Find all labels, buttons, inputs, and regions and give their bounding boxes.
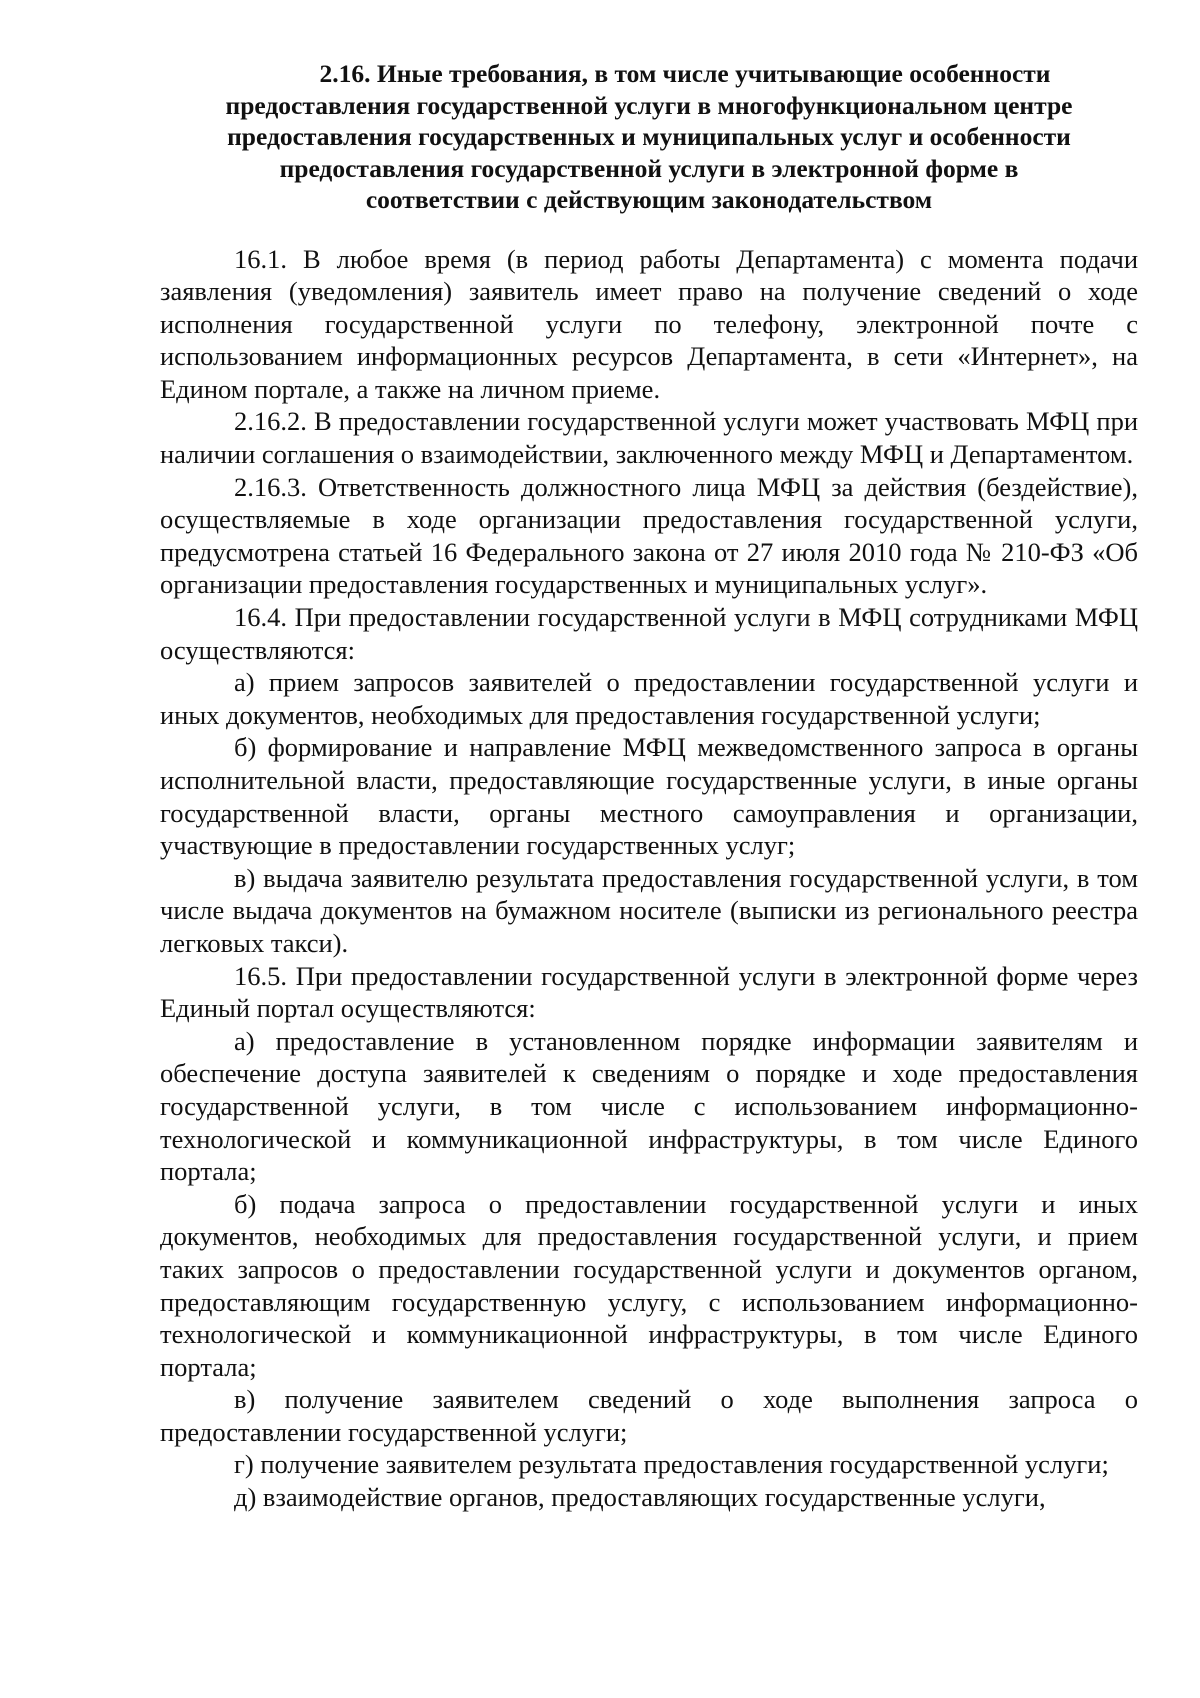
document-page: [160, 58, 1138, 1514]
paragraph-16-5-g: г) получение заявителем результата предоставления государственной услуги;: [234, 1449, 1109, 1480]
paragraph-16-4: 16.4. При предоставлении государственной услуги в МФЦ сотрудниками МФЦ осуществляются:: [160, 602, 1138, 665]
heading-line-2: предоставления государственной услуги в многофункциональном центре: [225, 90, 1073, 120]
heading-line-1: 2.16. Иные требования, в том числе учитывающие особенности: [319, 59, 1051, 88]
paragraph-16-5-v: в) получение заявителем сведений о ходе выполнения запроса о предоставлении государственной услуги;: [160, 1384, 1138, 1447]
paragraph-16-5-d: д) взаимодействие органов, предоставляющих государственные услуги,: [234, 1482, 1046, 1513]
paragraph-16-5: 16.5. При предоставлении государственной услуги в электронной форме через Единый портал осуществляются:: [160, 960, 1138, 1024]
paragraph-16-5-a: а) предоставление в установленном порядке информации заявителям и обеспечение доступа заявителей к сведениям о порядке и ходе предоставления государственной услуги, в том числе с использованием информационно-технологической и коммуникационной инфраструктуры, в том числе Единого портала;: [160, 1025, 1138, 1187]
paragraph-16-5-b: б) подача запроса о предоставлении государственной услуги и иных документов, необходимых для предоставления государственной услуги, и прием таких запросов о предоставлении государственной услуги и документов органом, предоставляющим государственную услугу, с использованием информационно-технологической и коммуникационной инфраструктуры, в том числе Единого портала;: [160, 1188, 1138, 1382]
paragraph-16-4-b: б) формирование и направление МФЦ межведомственного запроса в органы исполнительной власти, предоставляющие государственные услуги, в иные органы государственной власти, органы местного самоуправления и организации, участвующие в предоставлении государственных услуг;: [160, 732, 1138, 861]
heading-line-4: предоставления государственной услуги в электронной форме в: [279, 153, 1019, 183]
paragraph-16-4-a: а) прием запросов заявителей о предоставлении государственной услуги и иных документов, необходимых для предоставления государственной услуги;: [160, 667, 1138, 730]
paragraph-16-4-v: в) выдача заявителю результата предоставления государственной услуги, в том числе выдача документов на бумажном носителе (выписки из регионального реестра легковых такси).: [160, 862, 1138, 958]
paragraph-2-16-2: 2.16.2. В предоставлении государственной услуги может участвовать МФЦ при наличии соглашения о взаимодействии, заключенного между МФЦ и Департаментом.: [160, 406, 1138, 470]
heading-line-3: предоставления государственных и муниципальных услуг и особенности: [227, 122, 1071, 151]
paragraph-2-16-3: 2.16.3. Ответственность должностного лица МФЦ за действия (бездействие), осуществляемые в ходе организации предоставления государственной услуги, предусмотрена статьей 16 Федерального закона от 27 июля 2010 года № 210-ФЗ «Об организации предоставления государственных и муниципальных услуг».: [160, 471, 1138, 600]
paragraph-16-1: 16.1. В любое время (в период работы Департамента) с момента подачи заявления (уведомления) заявитель имеет право на получение сведений о ходе исполнения государственной услуги по телефону, электронной почте с использованием информационных ресурсов Департамента, в сети «Интернет», на Едином портале, а также на личном приеме.: [160, 243, 1138, 404]
heading-line-5: соответствии с действующим законодательством: [365, 185, 933, 214]
section-heading: [160, 58, 1138, 216]
